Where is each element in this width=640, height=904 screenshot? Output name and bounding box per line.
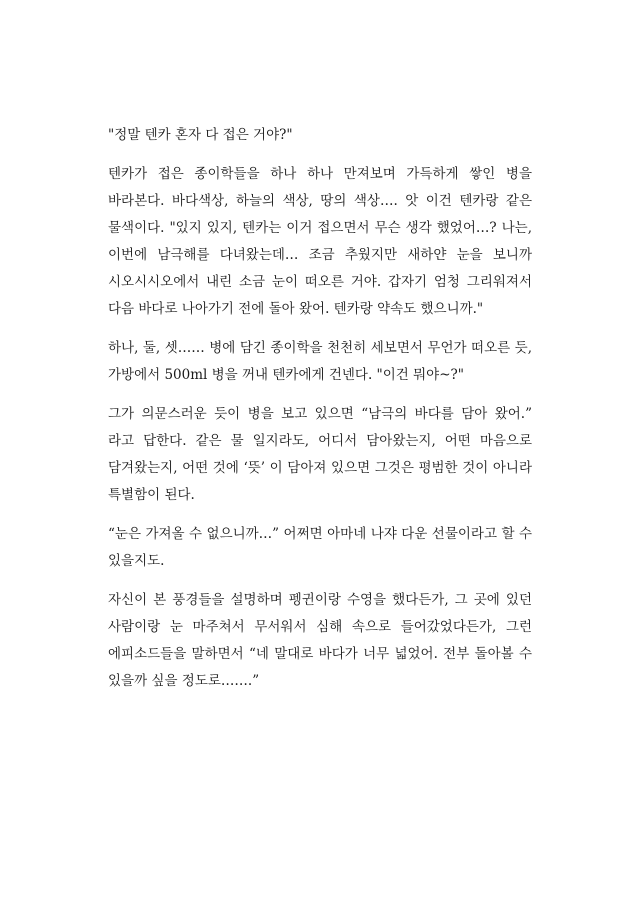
paragraph-2: 텐카가 접은 종이학들을 하나 하나 만져보며 가득하게 쌓인 병을 바라본다. 바다색상, 하늘의 색상, 땅의 색상…. 앗 이건 텐카랑 같은 물색이다. "있지 있지, 텐카는 이거 접으면서 무슨 생각 했었어…? 나는, 이번에 남극해를 다녀왔는데… 조금 추웠지만 새하얀 눈을 보니까 시오시시오에서 내린 소금 눈이 떠오른 거야. 갑자기 엄청 그리워져서 다음 바다로 나아가기 전에 돌아 왔어. 텐카랑 약속도 했으니까." [108, 166, 532, 317]
document-body [108, 122, 532, 707]
paragraph-6: 자신이 본 풍경들을 설명하며 펭귄이랑 수영을 했다든가, 그 곳에 있던 사람이랑 눈 마주쳐서 무서워서 심해 속으로 들어갔었다든가, 그런 에피소드들을 말하면서 “네 말대로 바다가 너무 넓었어. 전부 돌아볼 수 있을까 싶을 정도로…….” [108, 592, 532, 689]
paragraph-5: “눈은 가져올 수 없으니까…” 어쩌면 아마네 나쟈 다운 선물이라고 할 수 있을지도. [108, 526, 532, 569]
paragraph-4: 그가 의문스러운 듯이 병을 보고 있으면 “남극의 바다를 담아 왔어.” 라고 답한다. 같은 물 일지라도, 어디서 담아왔는지, 어떤 마음으로 담겨왔는지, 어떤 것에 ‘뜻’ 이 담아져 있으면 그것은 평범한 것이 아니라 특별함이 된다. [108, 406, 532, 503]
paragraph-1: "정말 텐카 혼자 다 접은 거야?" [108, 127, 293, 143]
paragraph-3: 하나, 둘, 셋…… 병에 담긴 종이학을 천천히 세보면서 무언가 떠오른 듯, 가방에서 500ml 병을 꺼내 텐카에게 건넨다. "이건 뭐야~?" [108, 340, 532, 383]
